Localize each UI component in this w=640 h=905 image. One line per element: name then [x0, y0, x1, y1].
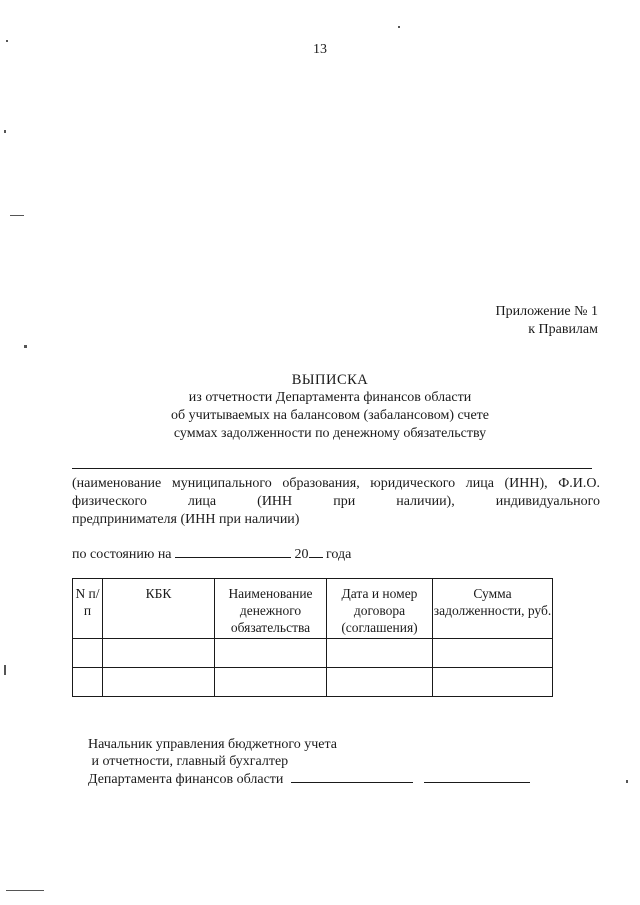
appendix-reference [496, 303, 599, 339]
table-cell [327, 639, 433, 668]
as-of-prefix: по состоянию на [72, 547, 172, 562]
scan-speck [10, 215, 24, 216]
title-heading: ВЫПИСКА [291, 372, 369, 388]
header-contract-date-number: Дата и номер договора (соглашения) [327, 579, 433, 639]
scan-speck [4, 130, 6, 133]
document-title [60, 371, 600, 443]
header-debt-amount: Сумма задолженности, руб. [433, 579, 553, 639]
table-cell [103, 639, 215, 668]
table-cell [433, 639, 553, 668]
table-cell [215, 668, 327, 697]
signature-line-3: Департамента финансов области [88, 772, 284, 787]
signature-line-2: и отчетности, главный бухгалтер [88, 754, 289, 769]
signature-line-3-row [88, 770, 530, 788]
title-line-1: из отчетности Департамента финансов области [188, 390, 472, 405]
signature-blank [291, 770, 413, 783]
scan-speck [626, 780, 628, 783]
scan-speck [6, 40, 8, 42]
scan-speck [398, 26, 400, 28]
appendix-line-1: Приложение № 1 [495, 304, 598, 319]
page-number: 13 [313, 42, 327, 57]
entity-name-blank [72, 468, 592, 469]
table-cell [73, 668, 103, 697]
name-blank [424, 770, 530, 783]
date-blank [175, 545, 291, 558]
as-of-suffix: года [326, 547, 352, 562]
entity-description: (наименование муниципального образования, юридического лица (ИНН), Ф.И.О. физического лица (ИНН при наличии), индивидуального [72, 476, 600, 509]
title-line-3: суммах задолженности по денежному обязательству [173, 426, 487, 441]
table-row [73, 668, 553, 697]
table-cell [433, 668, 553, 697]
table-row [73, 639, 553, 668]
title-line-2: об учитываемых на балансовом (забалансовом) счете [170, 408, 490, 423]
as-of-date-line [72, 545, 351, 563]
year-blank [309, 545, 323, 558]
appendix-line-2: к Правилам [528, 322, 598, 337]
signature-line-1: Начальник управления бюджетного учета [88, 737, 338, 752]
table-cell [327, 668, 433, 697]
header-kbk: КБК [103, 579, 215, 639]
header-obligation-name: Наименование денежного обязательства [215, 579, 327, 639]
table-cell [215, 639, 327, 668]
scan-speck [24, 345, 27, 348]
table-cell [73, 639, 103, 668]
scan-speck [6, 890, 44, 891]
header-number: N п/п [73, 579, 103, 639]
table-header-row [73, 579, 553, 639]
table-cell [103, 668, 215, 697]
signature-block [88, 736, 530, 788]
debt-table [72, 578, 553, 697]
entity-description-last-line: предпринимателя (ИНН при наличии) [72, 512, 300, 527]
scan-speck [4, 665, 6, 675]
as-of-year-prefix: 20 [294, 547, 309, 562]
